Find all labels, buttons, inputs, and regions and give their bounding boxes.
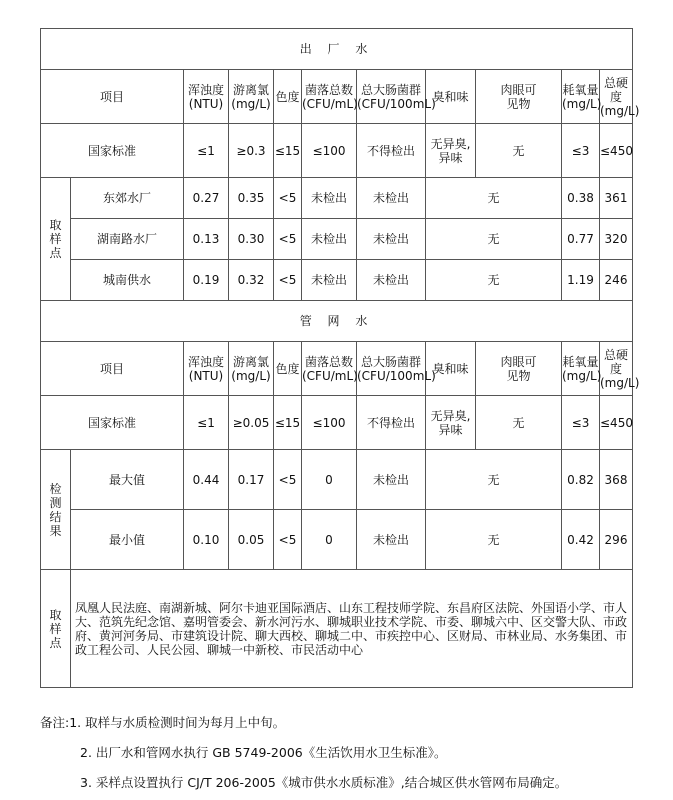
factory-row-oxygen: 0.77 <box>562 219 600 260</box>
factory-standard-color: ≤15 <box>274 124 302 178</box>
factory-standard-coliform: 不得检出 <box>357 124 426 178</box>
factory-standard-hardness: ≤450 <box>600 124 633 178</box>
note-line-1: 备注:1. 取样与水质检测时间为每月上中旬。 <box>40 715 286 730</box>
network-row-odor-visible: 无 <box>426 510 562 570</box>
factory-row-turbidity: 0.19 <box>184 260 229 301</box>
factory-header-turbidity: 浑浊度 (NTU) <box>184 70 229 124</box>
network-header-turbidity: 浑浊度 (NTU) <box>184 342 229 396</box>
factory-standard-colony: ≤100 <box>302 124 357 178</box>
network-row-colony: 0 <box>302 450 357 510</box>
notes <box>40 708 640 798</box>
table-row <box>41 178 633 219</box>
factory-row-oxygen: 1.19 <box>562 260 600 301</box>
factory-standard-turbidity: ≤1 <box>184 124 229 178</box>
network-standard-label: 国家标准 <box>41 396 184 450</box>
factory-standard-label: 国家标准 <box>41 124 184 178</box>
network-header-coliform: 总大肠菌群 (CFU/100mL) <box>357 342 426 396</box>
network-standard-visible: 无 <box>476 396 562 450</box>
network-sampling-label: 取 样 点 <box>41 570 71 688</box>
network-row-coliform: 未检出 <box>357 510 426 570</box>
factory-header-colony: 菌落总数 (CFU/mL) <box>302 70 357 124</box>
network-standard-turbidity: ≤1 <box>184 396 229 450</box>
network-standard-coliform: 不得检出 <box>357 396 426 450</box>
network-row-hardness: 368 <box>600 450 633 510</box>
factory-standard-visible: 无 <box>476 124 562 178</box>
network-row-oxygen: 0.42 <box>562 510 600 570</box>
network-row-name: 最小值 <box>71 510 184 570</box>
network-header-item: 项目 <box>41 342 184 396</box>
factory-row-name: 湖南路水厂 <box>71 219 184 260</box>
factory-row-name: 城南供水 <box>71 260 184 301</box>
table-row <box>41 219 633 260</box>
network-row-color: <5 <box>274 510 302 570</box>
network-row-name: 最大值 <box>71 450 184 510</box>
network-standard-color: ≤15 <box>274 396 302 450</box>
network-row-turbidity: 0.10 <box>184 510 229 570</box>
factory-header-odor: 臭和味 <box>426 70 476 124</box>
factory-row-turbidity: 0.27 <box>184 178 229 219</box>
network-standard-hardness: ≤450 <box>600 396 633 450</box>
table-row <box>41 450 633 510</box>
network-row-color: <5 <box>274 450 302 510</box>
network-header-colony: 菌落总数 (CFU/mL) <box>302 342 357 396</box>
water-quality-table <box>40 28 640 688</box>
factory-row-color: <5 <box>274 178 302 219</box>
network-row-coliform: 未检出 <box>357 450 426 510</box>
factory-water-title: 出 厂 水 <box>41 29 633 70</box>
table-row <box>41 260 633 301</box>
factory-row-color: <5 <box>274 260 302 301</box>
network-row-hardness: 296 <box>600 510 633 570</box>
network-row-oxygen: 0.82 <box>562 450 600 510</box>
network-water-title: 管 网 水 <box>41 301 633 342</box>
sampling-sites-list: 凤凰人民法庭、南湖新城、阿尔卡迪亚国际酒店、山东工程技师学院、东昌府区法院、外国语小学、市人大、范筑先纪念馆、嘉明管委会、新水河污水、聊城职业技术学院、市委、聊城六中、区交警大队、市政府、黄河河务局、市建筑设计院、聊大西校、聊城二中、市疾控中心、区财局、市林业局、水务集团、市政工程公司、人民公园、聊城一中新校、市民活动中心 <box>71 570 633 688</box>
network-standard-colony: ≤100 <box>302 396 357 450</box>
factory-row-color: <5 <box>274 219 302 260</box>
factory-row-colony: 未检出 <box>302 260 357 301</box>
network-row-chlorine: 0.05 <box>229 510 274 570</box>
network-row-odor-visible: 无 <box>426 450 562 510</box>
factory-header-hardness: 总硬度 (mg/L) <box>600 70 633 124</box>
factory-row-colony: 未检出 <box>302 219 357 260</box>
factory-row-odor-visible: 无 <box>426 219 562 260</box>
factory-row-chlorine: 0.35 <box>229 178 274 219</box>
network-header-visible: 肉眼可 见物 <box>476 342 562 396</box>
factory-row-turbidity: 0.13 <box>184 219 229 260</box>
factory-row-coliform: 未检出 <box>357 219 426 260</box>
table-row <box>41 510 633 570</box>
factory-row-name: 东郊水厂 <box>71 178 184 219</box>
factory-row-hardness: 320 <box>600 219 633 260</box>
network-standard-chlorine: ≥0.05 <box>229 396 274 450</box>
network-header-hardness: 总硬度 (mg/L) <box>600 342 633 396</box>
factory-row-odor-visible: 无 <box>426 178 562 219</box>
factory-row-coliform: 未检出 <box>357 260 426 301</box>
factory-row-hardness: 361 <box>600 178 633 219</box>
network-header-chlorine: 游离氯 (mg/L) <box>229 342 274 396</box>
note-line-2: 2. 出厂水和管网水执行 GB 5749-2006《生活饮用水卫生标准》。 <box>80 745 447 760</box>
factory-row-colony: 未检出 <box>302 178 357 219</box>
factory-header-color: 色度 <box>274 70 302 124</box>
network-row-colony: 0 <box>302 510 357 570</box>
factory-header-visible: 肉眼可 见物 <box>476 70 562 124</box>
factory-row-odor-visible: 无 <box>426 260 562 301</box>
factory-standard-oxygen: ≤3 <box>562 124 600 178</box>
factory-row-coliform: 未检出 <box>357 178 426 219</box>
factory-header-chlorine: 游离氯 (mg/L) <box>229 70 274 124</box>
network-header-odor: 臭和味 <box>426 342 476 396</box>
network-standard-oxygen: ≤3 <box>562 396 600 450</box>
network-result-label: 检 测 结 果 <box>41 450 71 570</box>
factory-sampling-label: 取 样 点 <box>41 178 71 301</box>
factory-row-oxygen: 0.38 <box>562 178 600 219</box>
network-header-oxygen: 耗氧量 (mg/L) <box>562 342 600 396</box>
network-row-turbidity: 0.44 <box>184 450 229 510</box>
network-row-chlorine: 0.17 <box>229 450 274 510</box>
factory-standard-chlorine: ≥0.3 <box>229 124 274 178</box>
factory-standard-odor: 无异臭, 异味 <box>426 124 476 178</box>
factory-row-chlorine: 0.30 <box>229 219 274 260</box>
network-standard-odor: 无异臭, 异味 <box>426 396 476 450</box>
network-header-color: 色度 <box>274 342 302 396</box>
factory-header-oxygen: 耗氧量 (mg/L) <box>562 70 600 124</box>
factory-header-coliform: 总大肠菌群 (CFU/100mL) <box>357 70 426 124</box>
factory-row-chlorine: 0.32 <box>229 260 274 301</box>
factory-row-hardness: 246 <box>600 260 633 301</box>
factory-header-item: 项目 <box>41 70 184 124</box>
note-line-3: 3. 采样点设置执行 CJ/T 206-2005《城市供水水质标准》,结合城区供水管网布局确定。 <box>80 775 568 790</box>
